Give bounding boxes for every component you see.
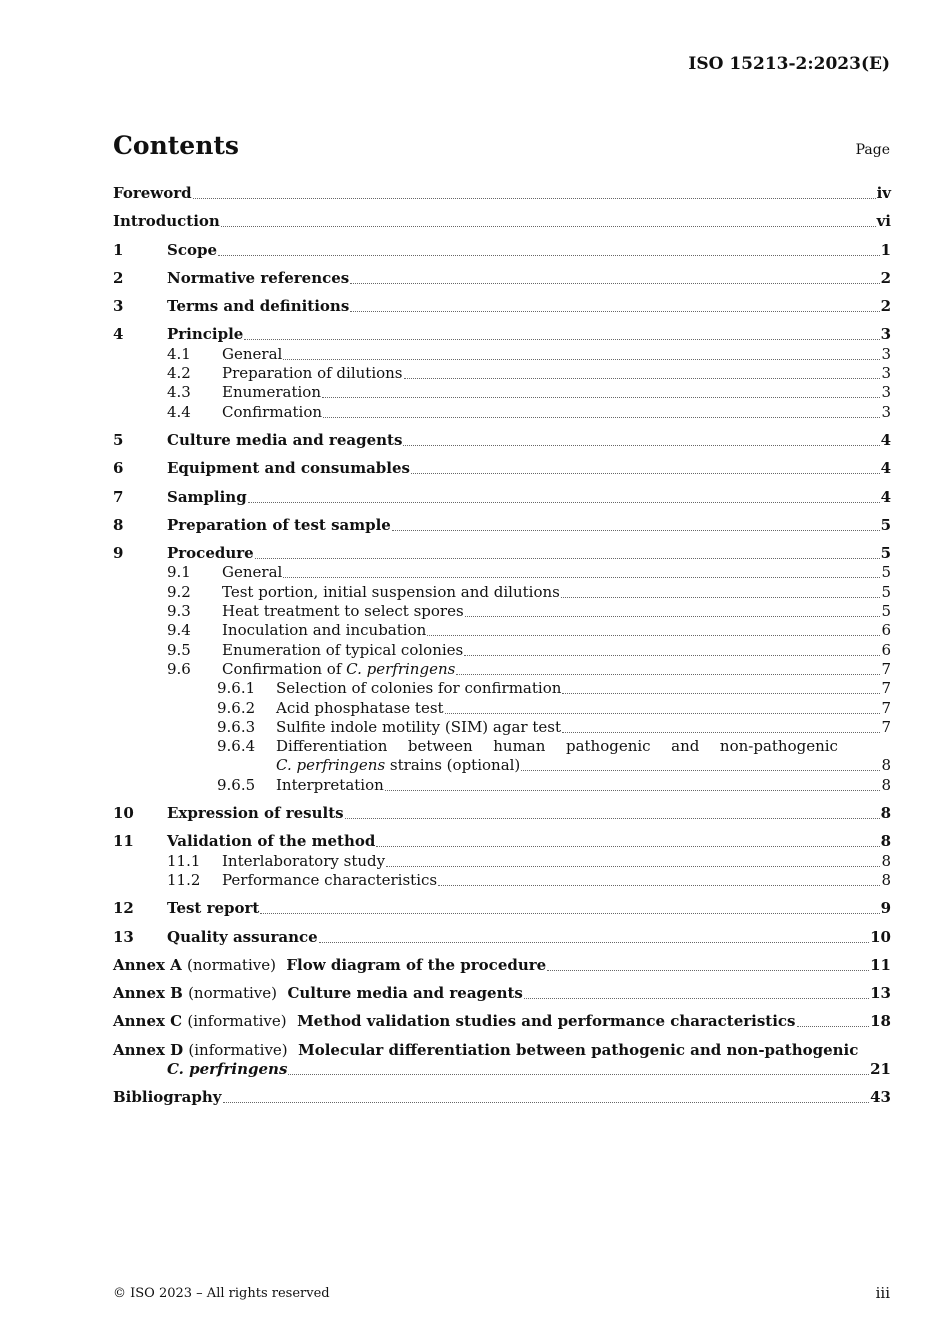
- dot-leader: [376, 832, 879, 847]
- toc-label: [113, 1012, 796, 1031]
- toc-label: Sampling: [167, 487, 247, 506]
- dot-leader: [283, 563, 880, 578]
- toc-entry-9-6-5[interactable]: [113, 776, 891, 795]
- dot-leader: [562, 718, 880, 733]
- toc-number: 4.1: [167, 344, 191, 363]
- toc-page: 43: [870, 1088, 891, 1107]
- dot-leader: [248, 488, 880, 503]
- toc-label: Preparation of dilutions: [222, 364, 403, 383]
- dot-leader: [255, 544, 880, 559]
- toc-label: Inoculation and incubation: [222, 621, 427, 640]
- toc-entry-6[interactable]: [113, 459, 891, 478]
- toc-entry-9-6-1[interactable]: [113, 679, 891, 698]
- toc-page: 5: [880, 544, 891, 563]
- toc-page: 11: [870, 955, 891, 974]
- toc-entry-introduction[interactable]: [113, 212, 891, 231]
- toc-entry-11[interactable]: [113, 832, 891, 851]
- dot-leader: [221, 212, 876, 227]
- copyright-notice: © ISO 2023 – All rights reserved: [113, 1286, 330, 1301]
- dot-leader: [392, 516, 880, 531]
- toc-label: Preparation of test sample: [167, 515, 391, 534]
- toc-entry-4-3[interactable]: [113, 383, 891, 402]
- annex-name: Annex D: [113, 1040, 184, 1059]
- toc-page: 8: [880, 804, 891, 823]
- toc-label: Procedure: [167, 544, 254, 563]
- toc-word: pathogenic: [565, 737, 651, 756]
- toc-entry-4-1[interactable]: [113, 345, 891, 364]
- toc-number: 1: [113, 240, 124, 259]
- toc-number: 4: [113, 325, 124, 344]
- dot-leader: [464, 641, 880, 656]
- toc-label-text: Confirmation of: [222, 659, 347, 678]
- dot-leader: [345, 804, 880, 819]
- toc-number: 9.6.3: [217, 717, 256, 736]
- toc-page: 13: [870, 984, 891, 1003]
- toc-number: 4.4: [167, 402, 191, 421]
- toc-word: human: [493, 737, 546, 756]
- toc-entry-4[interactable]: [113, 325, 891, 344]
- dot-leader: [403, 431, 879, 446]
- dot-leader: [223, 1088, 870, 1103]
- toc-page: 5: [880, 515, 891, 534]
- organism-name: C. perfringens: [167, 1059, 288, 1078]
- toc-word: between: [407, 737, 473, 756]
- dot-leader: [797, 1012, 870, 1027]
- toc-label: Interpretation: [276, 775, 384, 794]
- annex-type: (informative): [187, 1012, 287, 1031]
- toc-entry-9[interactable]: [113, 544, 891, 563]
- annex-title: Molecular differentiation between pathogenic and non-pathogenic: [298, 1040, 859, 1059]
- toc-label: Enumeration of typical colonies: [222, 640, 464, 659]
- toc-page: iv: [876, 184, 891, 202]
- toc-number: 7: [113, 487, 124, 506]
- dot-leader: [283, 345, 880, 360]
- toc-label: Test portion, initial suspension and dilutions: [222, 582, 560, 601]
- dot-leader: [562, 679, 880, 694]
- toc-entry-annex-c[interactable]: [113, 1012, 891, 1031]
- toc-entry-annex-d-continued[interactable]: [113, 1060, 891, 1079]
- toc-entry-11-1[interactable]: [113, 852, 891, 871]
- toc-page: 3: [881, 364, 891, 383]
- toc-page: 9: [880, 899, 891, 918]
- toc-page: 8: [881, 870, 891, 889]
- toc-number: 9.3: [167, 602, 191, 621]
- dot-leader: [288, 1060, 869, 1075]
- toc-entry-9-3[interactable]: [113, 602, 891, 621]
- document-id: ISO 15213-2:2023(E): [688, 54, 890, 74]
- toc-number: 9: [113, 544, 124, 563]
- toc-page: 3: [881, 402, 891, 421]
- toc-label: Quality assurance: [167, 927, 318, 946]
- toc-page: 7: [881, 659, 891, 678]
- toc-entry-12[interactable]: [113, 899, 891, 918]
- dot-leader: [465, 602, 881, 617]
- dot-leader: [319, 928, 869, 943]
- annex-type: (normative): [188, 984, 277, 1003]
- toc-number: 9.2: [167, 582, 191, 601]
- toc-number: 9.6: [167, 659, 191, 678]
- toc-number: 9.6.1: [217, 679, 256, 698]
- toc-number: 9.1: [167, 563, 191, 582]
- toc-label: [113, 956, 546, 975]
- toc-entry-3[interactable]: [113, 297, 891, 316]
- page-title: Contents: [113, 131, 240, 160]
- toc-entry-annex-a[interactable]: [113, 956, 891, 975]
- toc-page: 7: [881, 679, 891, 698]
- toc-entry-foreword[interactable]: [113, 184, 891, 203]
- toc-page: 3: [880, 325, 891, 344]
- toc-page: 4: [880, 459, 891, 478]
- toc-label: Expression of results: [167, 804, 344, 823]
- toc-entry-9-1[interactable]: [113, 563, 891, 582]
- toc-label: Culture media and reagents: [167, 430, 403, 449]
- dot-leader: [445, 699, 881, 714]
- toc-word: non-pathogenic: [719, 737, 838, 756]
- toc-number: 10: [113, 804, 134, 823]
- toc-page: 5: [881, 563, 891, 582]
- toc-number: 5: [113, 430, 124, 449]
- page-column-label: Page: [855, 142, 890, 158]
- toc-page: 8: [881, 851, 891, 870]
- toc-label: Foreword: [113, 184, 192, 202]
- toc-entry-9-5[interactable]: [113, 641, 891, 660]
- dot-leader: [456, 660, 880, 675]
- toc-number: 3: [113, 297, 124, 316]
- toc-number: 6: [113, 459, 124, 478]
- dot-leader: [350, 297, 879, 312]
- toc-label: Acid phosphatase test: [276, 698, 444, 717]
- toc-entry-2[interactable]: [113, 269, 891, 288]
- toc-entry-4-4[interactable]: [113, 403, 891, 422]
- dot-leader: [427, 621, 880, 636]
- toc-entry-9-6-3[interactable]: [113, 718, 891, 737]
- toc-label: [113, 984, 523, 1003]
- dot-leader: [322, 383, 880, 398]
- toc-label: Heat treatment to select spores: [222, 602, 464, 621]
- annex-title: Flow diagram of the procedure: [286, 955, 547, 974]
- organism-name: C. perfringens: [276, 756, 386, 775]
- dot-leader: [350, 269, 879, 284]
- toc-page: 4: [880, 430, 891, 449]
- toc-page: 6: [881, 621, 891, 640]
- toc-label: Principle: [167, 325, 244, 344]
- dot-leader: [218, 241, 880, 256]
- toc-number: 11.2: [167, 870, 201, 889]
- toc-entry-bibliography[interactable]: [113, 1088, 891, 1107]
- toc-number: 13: [113, 927, 134, 946]
- toc-label: General: [222, 344, 283, 363]
- dot-leader: [561, 583, 881, 598]
- toc-page: 4: [880, 487, 891, 506]
- toc-number: 4.2: [167, 364, 191, 383]
- dot-leader: [547, 956, 869, 971]
- page-number: iii: [875, 1284, 890, 1302]
- toc-label-text: strains (optional): [385, 756, 521, 775]
- toc-entry-annex-d[interactable]: [113, 1041, 891, 1060]
- annex-name: Annex B: [113, 984, 183, 1003]
- toc-page: 8: [881, 775, 891, 794]
- toc-label: Interlaboratory study: [222, 851, 386, 870]
- toc-page: 7: [881, 717, 891, 736]
- toc-page: 8: [880, 832, 891, 851]
- toc-entry-1[interactable]: [113, 241, 891, 260]
- toc-page: 7: [881, 698, 891, 717]
- toc-page: 10: [870, 927, 891, 946]
- annex-name: Annex C: [113, 1012, 183, 1031]
- toc-label: Bibliography: [113, 1088, 222, 1107]
- toc-label: General: [222, 563, 283, 582]
- dot-leader: [385, 776, 881, 791]
- dot-leader: [386, 852, 880, 867]
- toc-number: 12: [113, 899, 134, 918]
- toc-number: 9.5: [167, 640, 191, 659]
- toc-page: 5: [881, 602, 891, 621]
- toc-label: [276, 756, 520, 775]
- toc-entry-4-2[interactable]: [113, 364, 891, 383]
- toc-entry-9-2[interactable]: [113, 583, 891, 602]
- dot-leader: [260, 899, 879, 914]
- toc-page: 2: [880, 297, 891, 316]
- toc-number: 9.6.2: [217, 698, 256, 717]
- toc-label: Introduction: [113, 212, 220, 231]
- toc-number: 9.6.4: [217, 737, 256, 756]
- dot-leader: [193, 184, 876, 199]
- dot-leader: [438, 871, 880, 886]
- organism-name: C. perfringens: [346, 659, 456, 678]
- toc-label-justified: [276, 737, 838, 756]
- toc-page: 21: [870, 1059, 891, 1078]
- toc-page: 1: [880, 240, 891, 259]
- dot-leader: [244, 325, 879, 340]
- toc-number: 4.3: [167, 383, 191, 402]
- toc-entry-13[interactable]: [113, 928, 891, 947]
- toc-label: Validation of the method: [167, 832, 376, 851]
- toc-label: [113, 1041, 858, 1060]
- dot-leader: [404, 364, 881, 379]
- toc-page: 3: [881, 383, 891, 402]
- dot-leader: [521, 756, 880, 771]
- toc-label: Enumeration: [222, 383, 322, 402]
- table-of-contents: [113, 184, 891, 1108]
- toc-entry-7[interactable]: [113, 488, 891, 507]
- annex-title: Method validation studies and performance characteristics: [297, 1012, 796, 1031]
- toc-label: Normative references: [167, 268, 350, 287]
- toc-entry-9-6[interactable]: [113, 660, 891, 679]
- toc-page: 5: [881, 582, 891, 601]
- toc-label: [222, 660, 455, 679]
- toc-number: 11: [113, 832, 134, 851]
- toc-label: Terms and definitions: [167, 297, 350, 316]
- annex-title: Culture media and reagents: [287, 984, 523, 1003]
- toc-label: Test report: [167, 899, 260, 918]
- toc-number: 8: [113, 515, 124, 534]
- toc-label: Selection of colonies for confirmation: [276, 679, 562, 698]
- toc-label: Equipment and consumables: [167, 459, 410, 478]
- dot-leader: [411, 459, 880, 474]
- toc-number: 2: [113, 268, 124, 287]
- annex-type: (normative): [187, 955, 276, 974]
- toc-entry-11-2[interactable]: [113, 871, 891, 890]
- toc-entry-9-4[interactable]: [113, 621, 891, 640]
- toc-entry-5[interactable]: [113, 431, 891, 450]
- dot-leader: [323, 403, 880, 418]
- toc-page: 18: [870, 1012, 891, 1031]
- toc-entry-9-6-4-continued[interactable]: [113, 756, 891, 775]
- dot-leader: [524, 984, 869, 999]
- toc-page: 6: [881, 640, 891, 659]
- toc-number: 9.6.5: [217, 775, 256, 794]
- toc-entry-10[interactable]: [113, 804, 891, 823]
- toc-page: 3: [881, 344, 891, 363]
- toc-entry-annex-b[interactable]: [113, 984, 891, 1003]
- toc-word: Differentiation: [276, 737, 388, 756]
- toc-number: 11.1: [167, 851, 201, 870]
- toc-page: vi: [876, 212, 891, 231]
- toc-entry-9-6-4[interactable]: [113, 737, 891, 756]
- annex-type: (informative): [188, 1040, 288, 1059]
- toc-label: Scope: [167, 240, 218, 259]
- toc-label: Performance characteristics: [222, 870, 438, 889]
- toc-label: Confirmation: [222, 402, 323, 421]
- annex-name: Annex A: [113, 955, 182, 974]
- toc-page: 2: [880, 268, 891, 287]
- toc-entry-8[interactable]: [113, 516, 891, 535]
- toc-label: Sulfite indole motility (SIM) agar test: [276, 717, 561, 736]
- toc-entry-9-6-2[interactable]: [113, 699, 891, 718]
- toc-page: 8: [881, 756, 891, 775]
- toc-word: and: [671, 737, 700, 756]
- toc-number: 9.4: [167, 621, 191, 640]
